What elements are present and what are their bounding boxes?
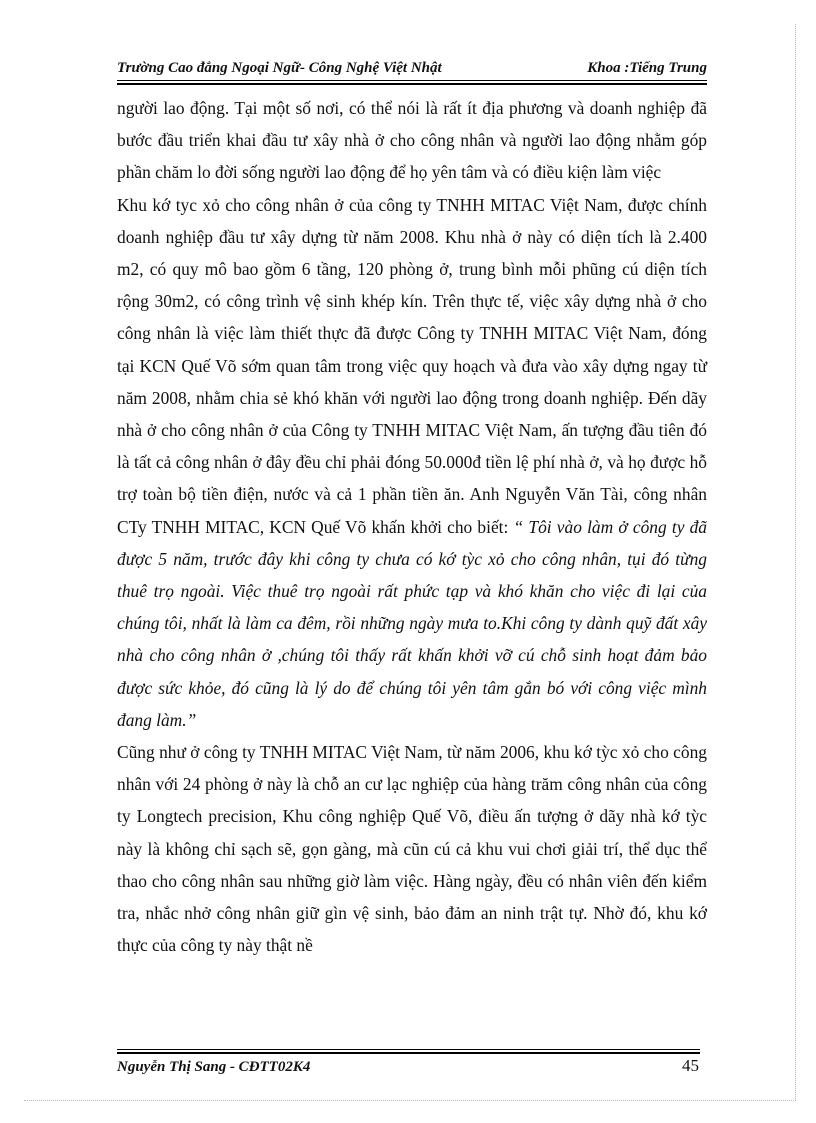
page-header	[117, 58, 707, 78]
page-footer	[117, 1056, 707, 1076]
header-school: Trường Cao đẳng Ngoại Ngữ- Công Nghệ Việt Nhật	[117, 60, 442, 76]
paragraph-2-text: Khu kớ tyc xỏ cho công nhân ở của công ty TNHH MITAC Việt Nam, được chính doanh nghiệp đầu tư xây dựng từ năm 2008. Khu nhà ở này có diện tích là 2.400 m2, có quy mô bao gồm 6 tầng, 120 phòng ở, trung bình mỗi phũng cú diện tích rộng 30m2, có công trình vệ sinh khép kín. Trên thực tế, việc xây dựng nhà ở cho công nhân là việc làm thiết thực đã được Công ty TNHH MITAC Việt Nam, đóng tại KCN Quế Võ sớm quan tâm trong việc quy hoạch và đưa vào xây dựng ngay từ năm 2008, nhằm chia sẻ khó khăn với người lao động trong doanh nghiệp. Đến dãy nhà ở cho công nhân ở của Công ty TNHH MITAC Việt Nam, ấn tượng đầu tiên đó là tất cả công nhân ở đây đều chỉ phải đóng 50.000đ tiền lệ phí nhà ở, và họ được hỗ trợ toàn bộ tiền điện, nước và cả 1 phần tiền ăn. Anh Nguyễn Văn Tài, công nhân CTy TNHH MITAC, KCN Quế Võ khấn khởi cho biết:	[117, 194, 707, 537]
header-faculty: Khoa :Tiếng Trung	[587, 60, 707, 76]
footer-rule	[117, 1049, 700, 1054]
document-body	[117, 92, 707, 961]
paragraph-3: Cũng như ở công ty TNHH MITAC Việt Nam, từ năm 2006, khu kớ tỳc xỏ cho công nhân với 24 phòng ở này là chỗ an cư lạc nghiệp của hàng trăm công nhân của công ty Longtech precision, Khu công nghiệp Quế Võ, điều ấn tượng ở dãy nhà kớ tỳc này là không chỉ sạch sẽ, gọn gàng, mà cũn cú cả khu vui chơi giải trí, thể dục thể thao cho công nhân sau những giờ làm việc. Hàng ngày, đều có nhân viên đến kiểm tra, nhắc nhở công nhân giữ gìn vệ sinh, bảo đảm an ninh trật tự. Nhờ đó, khu kớ thực của công ty này thật nề	[117, 742, 707, 956]
paragraph-2-quote: “ Tôi vào làm ở công ty đã được 5 năm, trước đây khi công ty chưa có kớ tỳc xỏ cho công nhân, tụi đó từng thuê trọ ngoài. Việc thuê trọ ngoài rất phức tạp và khó khăn cho việc đi lại của chúng tôi, nhất là làm ca đêm, rồi những ngày mưa to.Khi công ty dành quỹ đất xây nhà cho công nhân ở ,chúng tôi thấy rất khấn khởi vỡ cú chỗ sinh hoạt đảm bảo được sức khỏe, đó cũng là lý do để chúng tôi yên tâm gắn bó với công việc mình đang làm.”	[117, 516, 708, 730]
page-border-bottom	[24, 1100, 796, 1101]
paragraph-1: người lao động. Tại một số nơi, có thể nói là rất ít địa phương và doanh nghiệp đã bước đầu triển khai đầu tư xây nhà ở cho công nhân và người lao động nhằm góp phần chăm lo đời sống người lao động để họ yên tâm và có điều kiện làm việc	[117, 98, 707, 183]
page-border-right	[795, 24, 796, 1101]
page-number: 45	[682, 1056, 699, 1075]
footer-author: Nguyễn Thị Sang - CĐTT02K4	[117, 1059, 311, 1075]
header-rule	[117, 80, 707, 85]
paragraph-2	[117, 189, 707, 736]
